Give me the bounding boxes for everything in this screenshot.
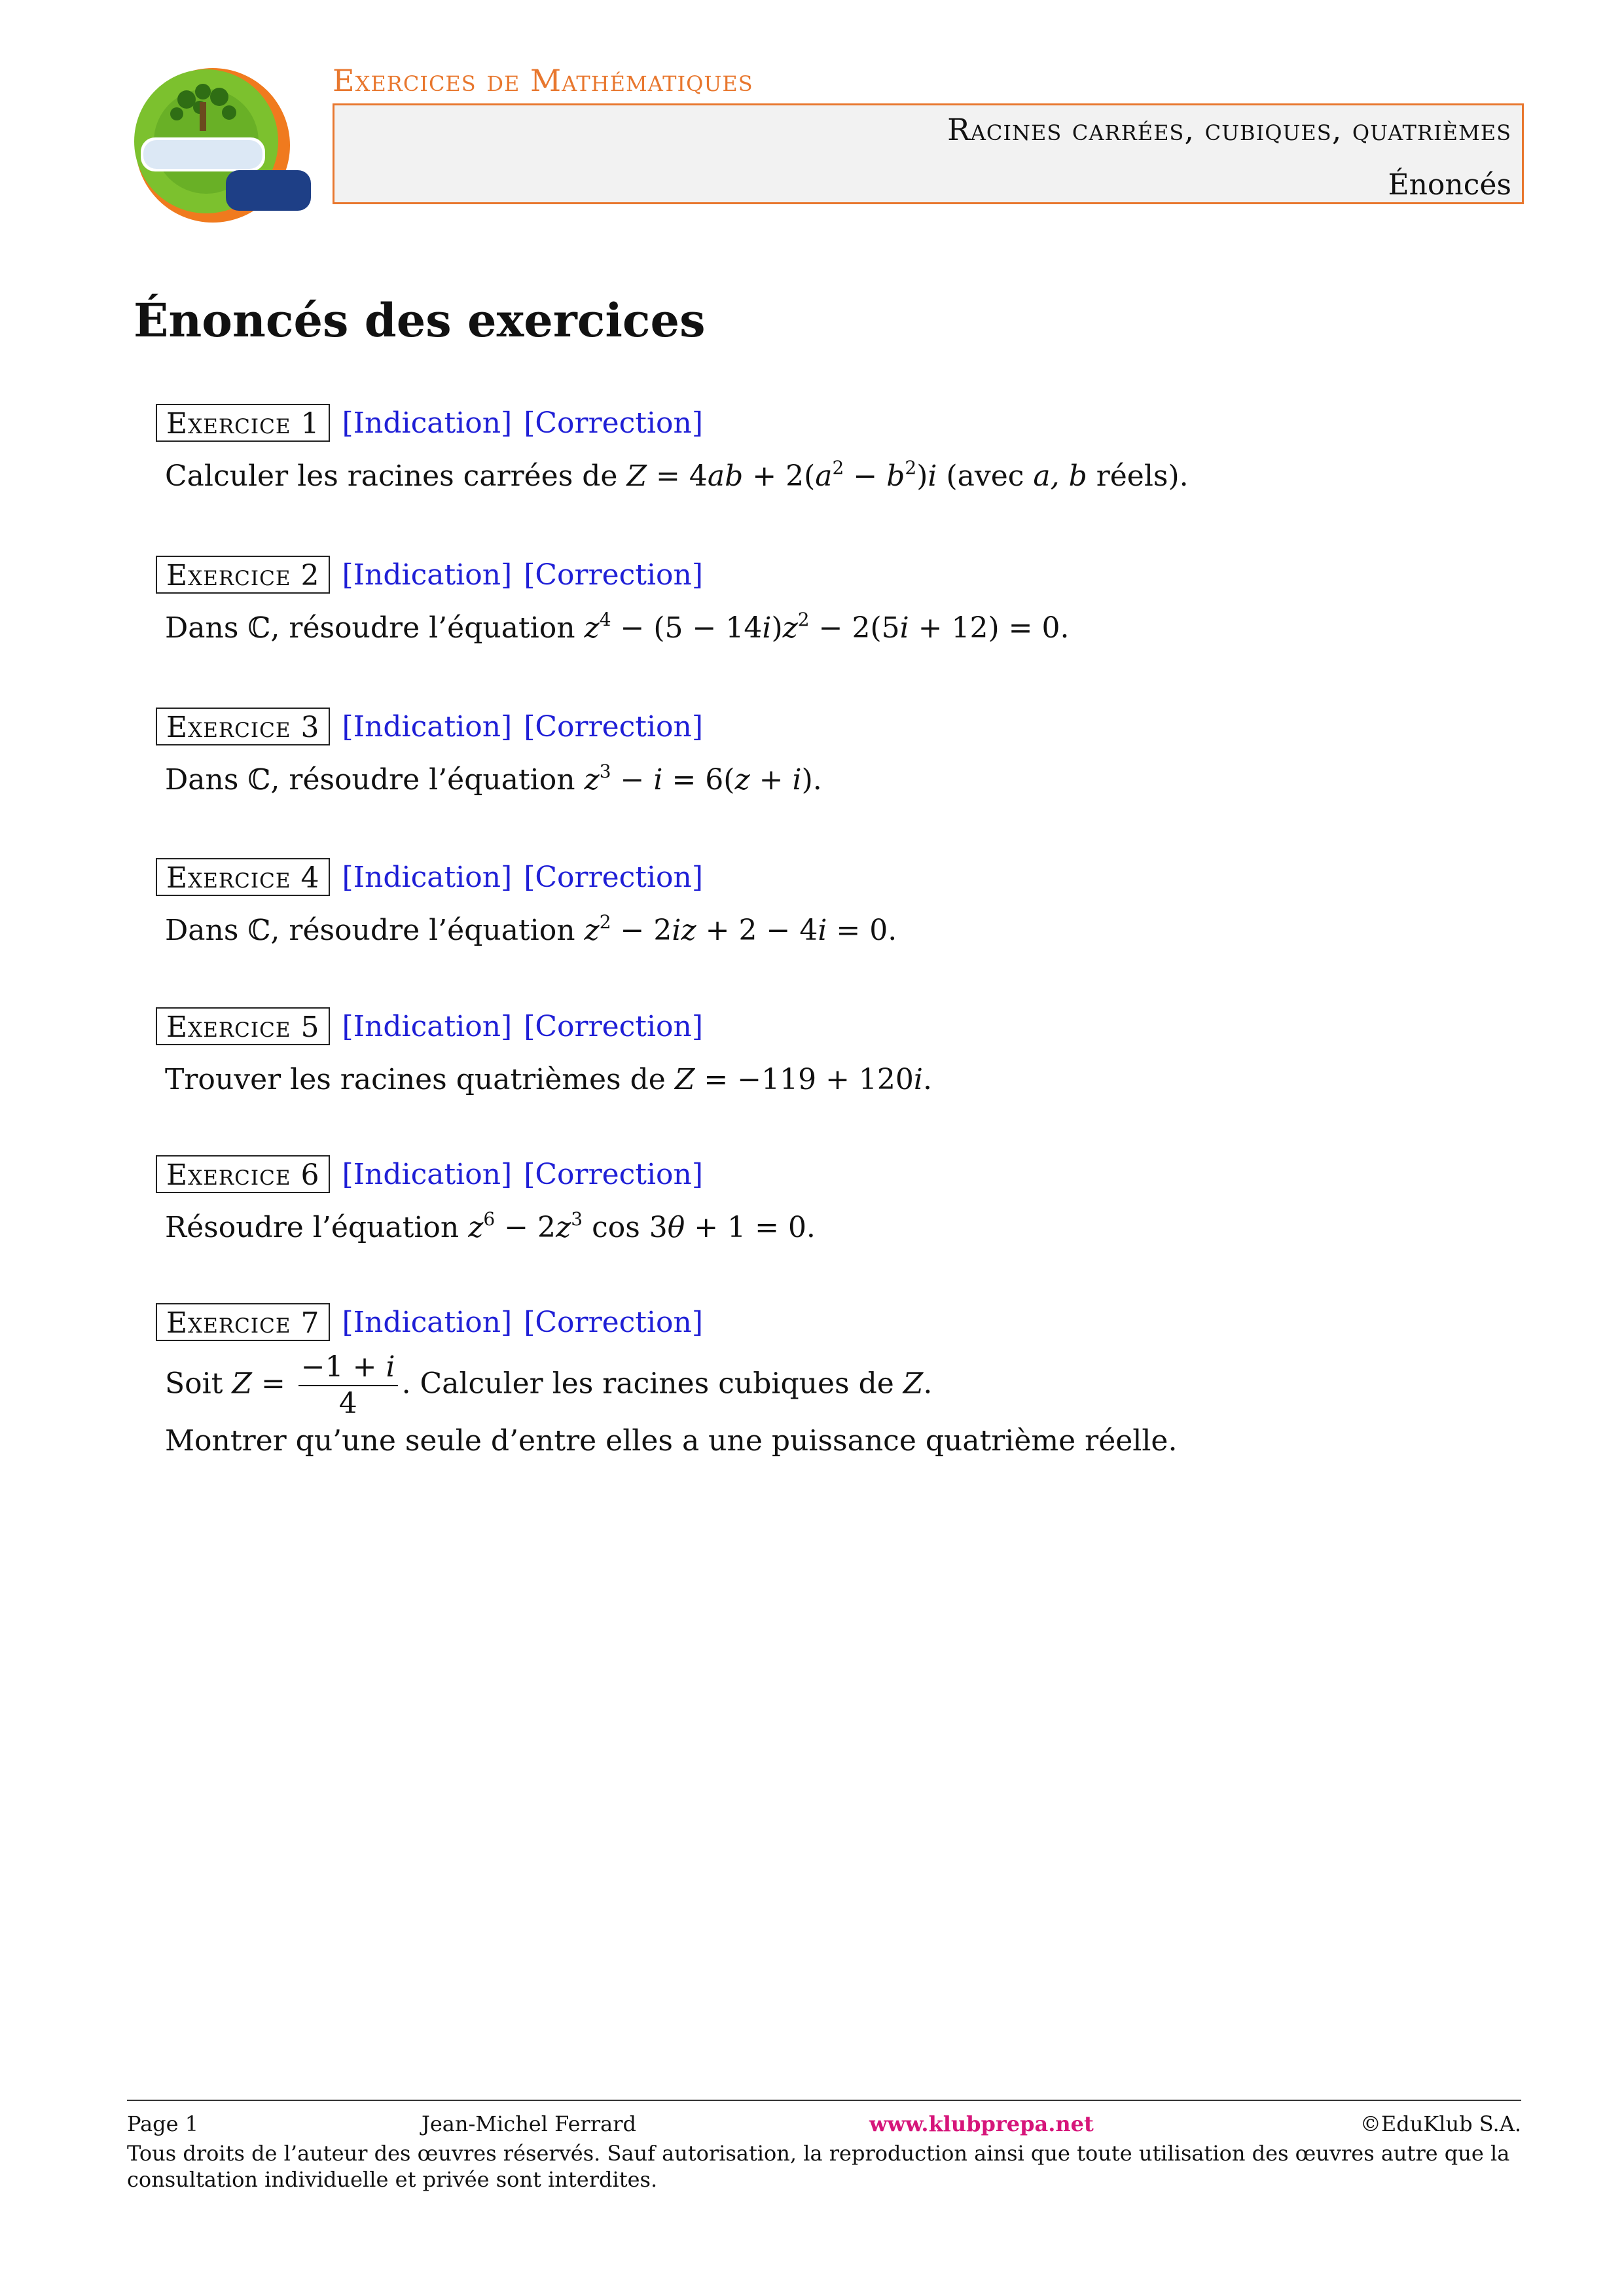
exercise-5 — [156, 1005, 1465, 1100]
header-box — [333, 103, 1524, 204]
exercise-3 — [156, 706, 1465, 800]
page-title: Énoncés des exercices — [134, 293, 706, 348]
indication-link[interactable]: [Indication] — [342, 860, 513, 894]
footer-author: Jean-Michel Ferrard — [422, 2111, 636, 2136]
header-section: Énoncés — [1388, 168, 1511, 202]
indication-link[interactable]: [Indication] — [342, 1009, 513, 1043]
exercise-header — [156, 1153, 1465, 1195]
exercise-statement-line-2: Montrer qu’une seule d’entre elles a une puissance quatrième réelle. — [165, 1424, 1178, 1458]
exercise-label: Exercice 1 — [156, 404, 330, 442]
header-subject: Racines carrées, cubiques, quatrièmes — [947, 112, 1511, 147]
exercise-label: Exercice 6 — [156, 1155, 330, 1193]
correction-link[interactable]: [Correction] — [524, 406, 704, 440]
indication-link[interactable]: [Indication] — [342, 1157, 513, 1191]
exercise-statement: Soit Z = $\frac{-1 + i}{4}$ . Calculer les racines cubiques de Z. — [165, 1350, 933, 1420]
exercise-label: Exercice 3 — [156, 708, 330, 745]
exercise-header — [156, 706, 1465, 747]
exercise-statement: Résoudre l’équation $z^6 - 2z^3$ cos 3θ + 1 = 0. — [165, 1208, 816, 1244]
footer-rights-notice: Tous droits de l’auteur des œuvres réservés. Sauf autorisation, la reproduction ainsi que toute utilisation des œuvres autre que la consultation individuelle et privée sont interdites. — [127, 2141, 1510, 2192]
exercise-statement: Trouver les racines quatrièmes de Z = −119 + 120i. — [165, 1063, 932, 1096]
indication-link[interactable]: [Indication] — [342, 406, 513, 440]
exercise-2 — [156, 554, 1465, 648]
correction-link[interactable]: [Correction] — [524, 1009, 704, 1043]
exercise-header — [156, 1005, 1465, 1047]
footer-copyright: ©EduKlub S.A. — [1360, 2111, 1521, 2136]
exercise-label: Exercice 4 — [156, 858, 330, 896]
header-series-title: Exercices de Mathématiques — [333, 63, 753, 98]
footer-page-number: Page 1 — [127, 2111, 199, 2136]
exercise-label: Exercice 5 — [156, 1007, 330, 1045]
exercise-6 — [156, 1153, 1465, 1247]
exercise-header — [156, 554, 1465, 596]
indication-link[interactable]: [Indication] — [342, 1305, 513, 1339]
exercise-7 — [156, 1301, 1465, 1461]
exercise-statement: Calculer les racines carrées de $Z = 4ab + 2(a^2 - b^2)i$ (avec a, b réels). — [165, 457, 1189, 493]
exercise-label: Exercice 7 — [156, 1303, 330, 1341]
correction-link[interactable]: [Correction] — [524, 558, 704, 592]
correction-link[interactable]: [Correction] — [524, 1305, 704, 1339]
exercise-1 — [156, 402, 1465, 496]
fraction: $\frac{-1 + i}{4}$ — [298, 1350, 398, 1422]
correction-link[interactable]: [Correction] — [524, 860, 704, 894]
exercise-header — [156, 856, 1465, 898]
correction-link[interactable]: [Correction] — [524, 1157, 704, 1191]
klubprepa-logo-icon — [115, 60, 317, 230]
indication-link[interactable]: [Indication] — [342, 709, 513, 744]
exercise-statement: Dans ℂ, résoudre l’équation $z^3 - i = 6(z + i)$. — [165, 761, 822, 797]
exercise-statement: Dans ℂ, résoudre l’équation $z^4 - (5 - 14i)z^2 - 2(5i + 12) = 0$. — [165, 609, 1070, 645]
exercise-label: Exercice 2 — [156, 556, 330, 594]
exercise-statement: Dans ℂ, résoudre l’équation $z^2 - 2iz + 2 - 4i = 0$. — [165, 911, 897, 947]
footer-rule — [127, 2100, 1521, 2101]
indication-link[interactable]: [Indication] — [342, 558, 513, 592]
exercise-4 — [156, 856, 1465, 950]
exercise-header — [156, 402, 1465, 444]
footer-website-link[interactable]: www.klubprepa.net — [869, 2111, 1094, 2136]
correction-link[interactable]: [Correction] — [524, 709, 704, 744]
exercise-header — [156, 1301, 1465, 1343]
